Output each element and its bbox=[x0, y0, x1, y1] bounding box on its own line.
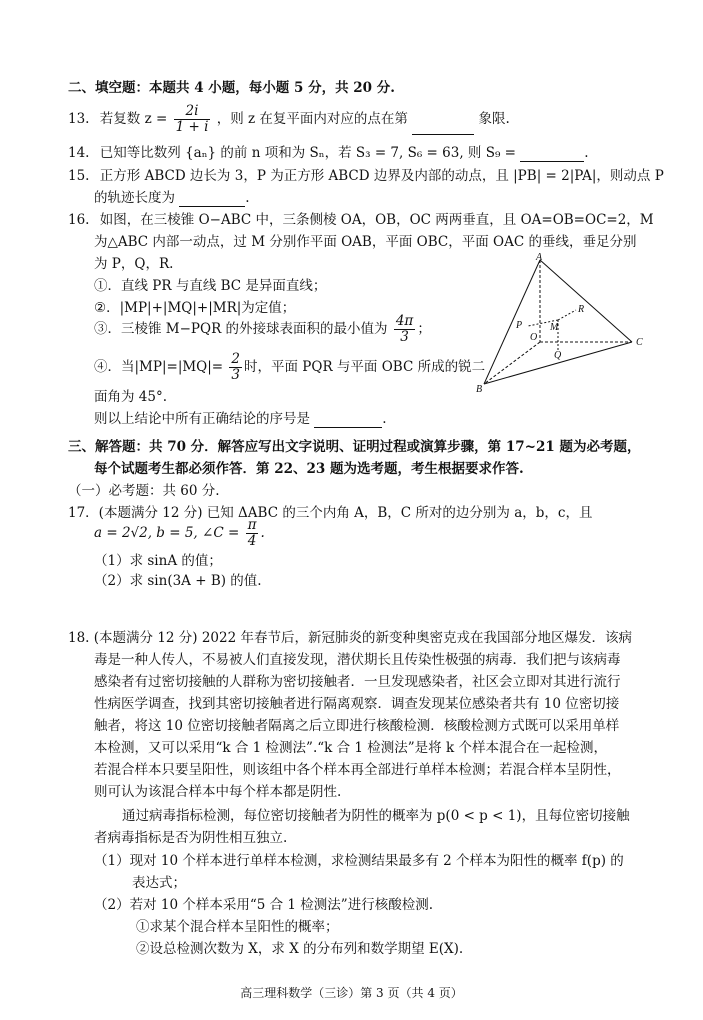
question-15-line-1 bbox=[68, 168, 664, 185]
fraction bbox=[246, 518, 259, 549]
question-16-line-3: 为 P，Q，R. bbox=[94, 256, 174, 272]
fraction-denominator: 4 bbox=[247, 532, 257, 549]
question-16-conclusion bbox=[94, 411, 387, 428]
section-3-subheader: （一）必考题：共 60 分. bbox=[68, 483, 220, 499]
question-17-part-1: （1）求 sinA 的值； bbox=[94, 553, 222, 569]
label-R: R bbox=[578, 304, 585, 315]
question-15-suffix: . bbox=[245, 190, 250, 206]
question-18-part-2-i: ①求某个混合样本呈阳性的概率； bbox=[136, 919, 339, 935]
question-number: 14. bbox=[68, 145, 90, 161]
fraction-denominator: 3 bbox=[231, 366, 241, 383]
question-18-line-10: 者病毒指标是否为阴性相互独立. bbox=[94, 830, 288, 846]
question-18-part-2-ii: ②设总检测次数为 X，求 X 的分布列和数学期望 E(X). bbox=[136, 941, 464, 957]
option-3-suffix: ； bbox=[417, 320, 431, 337]
question-16-option-4-line-2: 面角为 45°. bbox=[94, 389, 168, 405]
question-14 bbox=[68, 145, 589, 162]
question-16-line-2: 为△ABC 内部一动点，过 M 分别作平面 OAB，平面 OBC，平面 OAC 的垂线，垂足分别 bbox=[94, 234, 637, 250]
option-4-text: ④．当|MP|=|MQ|= bbox=[94, 358, 224, 375]
question-14-text: 已知等比数列 {aₙ} 的前 n 项和为 Sₙ，若 S₃ = 7, S₆ = 63, 则 S₉ = bbox=[99, 145, 516, 161]
question-number: 13. bbox=[68, 110, 90, 127]
question-17-line-1: 17．(本题满分 12 分) 已知 ΔABC 的三个内角 A，B，C 所对的边分别为 a，b，c，且 bbox=[68, 505, 593, 521]
question-18-line-1: 18. (本题满分 12 分) 2022 年春节后，新冠肺炎的新变种奥密克戎在我国部分地区爆发．该病 bbox=[68, 630, 632, 646]
question-18-line-9: 通过病毒指标检测，每位密切接触者为阴性的概率为 p(0 < p < 1)，且每位密切接触 bbox=[122, 808, 630, 824]
edge-OB bbox=[484, 342, 540, 384]
question-number: 15. bbox=[68, 168, 90, 184]
question-16-option-1: ①．直线 PR 与直线 BC 是异面直线； bbox=[94, 278, 327, 294]
question-18-part-2: （2）若对 10 个样本采用“5 合 1 检测法”进行核酸检测. bbox=[94, 897, 433, 913]
section-3-header-line-2: 每个试题考生都必须作答．第 22、23 题为选考题，考生根据要求作答. bbox=[94, 461, 524, 477]
label-Q: Q bbox=[554, 350, 562, 361]
question-number: 16. bbox=[68, 212, 90, 228]
fraction bbox=[229, 352, 242, 383]
question-15-text: 正方形 ABCD 边长为 3，P 为正方形 ABCD 边界及内部的动点，且 |PB| = 2|PA|，则动点 P bbox=[99, 168, 664, 184]
question-16-line-1 bbox=[68, 212, 654, 229]
answer-blank[interactable] bbox=[520, 161, 584, 162]
section-2-header: 二、填空题：本题共 4 小题，每小题 5 分，共 20 分. bbox=[68, 80, 395, 96]
fraction-numerator: 2i bbox=[174, 104, 211, 120]
question-13-middle: ，则 z 在复平面内对应的点在第 bbox=[216, 110, 408, 127]
question-18-line-5: 触者，将这 10 位密切接触者隔离之后立即进行核酸检测．核酸检测方式既可以采用单样 bbox=[94, 718, 620, 734]
question-18-line-3: 感染者有过密切接触的人群称为密切接触者．一旦发现感染者，社区会立即对其进行流行 bbox=[94, 674, 621, 690]
question-17-line-2 bbox=[94, 518, 265, 549]
question-16-text: 如图，在三棱锥 O−ABC 中，三条侧棱 OA，OB，OC 两两垂直，且 OA=OB=OC=2，M bbox=[99, 212, 654, 228]
question-17-given: a = 2√2, b = 5, ∠C = bbox=[94, 524, 240, 541]
answer-blank[interactable] bbox=[179, 206, 245, 207]
fraction-denominator: 3 bbox=[400, 328, 409, 345]
question-18-part-1-cont: 表达式； bbox=[132, 875, 186, 891]
edge-AB bbox=[484, 260, 540, 384]
answer-blank[interactable] bbox=[412, 134, 474, 135]
option-4-suffix: 时，平面 PQR 与平面 OBC 所成的锐二 bbox=[244, 358, 486, 375]
question-13 bbox=[68, 104, 510, 135]
question-16-option-4 bbox=[94, 352, 485, 383]
fraction-numerator: 2 bbox=[231, 351, 241, 367]
tetrahedron-figure bbox=[470, 252, 650, 392]
conclusion-suffix: . bbox=[382, 411, 387, 427]
question-13-suffix: 象限. bbox=[478, 110, 510, 127]
question-17-part-2: （2）求 sin(3A + B) 的值. bbox=[94, 573, 262, 589]
question-16-option-2: ②．|MP|+|MQ|+|MR|为定值； bbox=[94, 300, 296, 316]
question-18-line-7: 若混合样本只要呈阳性，则该组中各个样本再全部进行单样本检测；若混合样本呈阴性， bbox=[94, 762, 621, 778]
question-18-line-2: 毒是一种人传人，不易被人们直接发现，潜伏期长且传染性极强的病毒．我们把与该病毒 bbox=[94, 652, 621, 668]
question-18-line-8: 则可认为该混合样本中每个样本都是阴性. bbox=[94, 784, 342, 800]
fraction bbox=[174, 104, 211, 135]
fraction-numerator: π bbox=[247, 517, 257, 533]
label-C: C bbox=[636, 337, 643, 348]
label-O: O bbox=[530, 332, 538, 343]
label-M: M bbox=[550, 322, 559, 333]
question-14-suffix: . bbox=[584, 145, 589, 161]
fraction-numerator: 4π bbox=[395, 313, 414, 329]
question-18-line-4: 性病医学调查，找到其密切接触者进行隔离观察．调查发现某位感染者共有 10 位密切接 bbox=[94, 696, 620, 712]
question-13-prefix: 若复数 z = bbox=[99, 110, 168, 127]
question-15-text-2: 的轨迹长度为 bbox=[94, 190, 175, 206]
option-3-text: ③．三棱锥 M−PQR 的外接球表面积的最小值为 bbox=[94, 320, 388, 337]
perp-MR bbox=[558, 310, 576, 320]
label-B: B bbox=[476, 384, 483, 392]
fraction-denominator: 1 + i bbox=[175, 118, 209, 135]
answer-blank[interactable] bbox=[314, 427, 382, 428]
page-footer: 高三理科数学（三诊）第 3 页（共 4 页） bbox=[240, 986, 463, 1000]
label-A: A bbox=[536, 252, 543, 263]
question-17-suffix: . bbox=[260, 524, 265, 541]
section-3-header-line-1: 三、解答题：共 70 分．解答应写出文字说明、证明过程或演算步骤，第 17~21 题为必考题， bbox=[68, 439, 641, 455]
question-15-line-2 bbox=[94, 190, 250, 207]
fraction bbox=[394, 314, 415, 345]
label-P: P bbox=[516, 320, 523, 331]
question-18-line-6: 本检测，又可以采用“k 合 1 检测法”.“k 合 1 检测法”是将 k 个样本混合在一起检测， bbox=[94, 740, 607, 756]
question-16-option-3 bbox=[94, 314, 431, 345]
question-18-part-1: （1）现对 10 个样本进行单样本检测，求检测结果最多有 2 个样本为阳性的概率 f(p) 的 bbox=[94, 853, 624, 869]
conclusion-text: 则以上结论中所有正确结论的序号是 bbox=[94, 411, 310, 427]
